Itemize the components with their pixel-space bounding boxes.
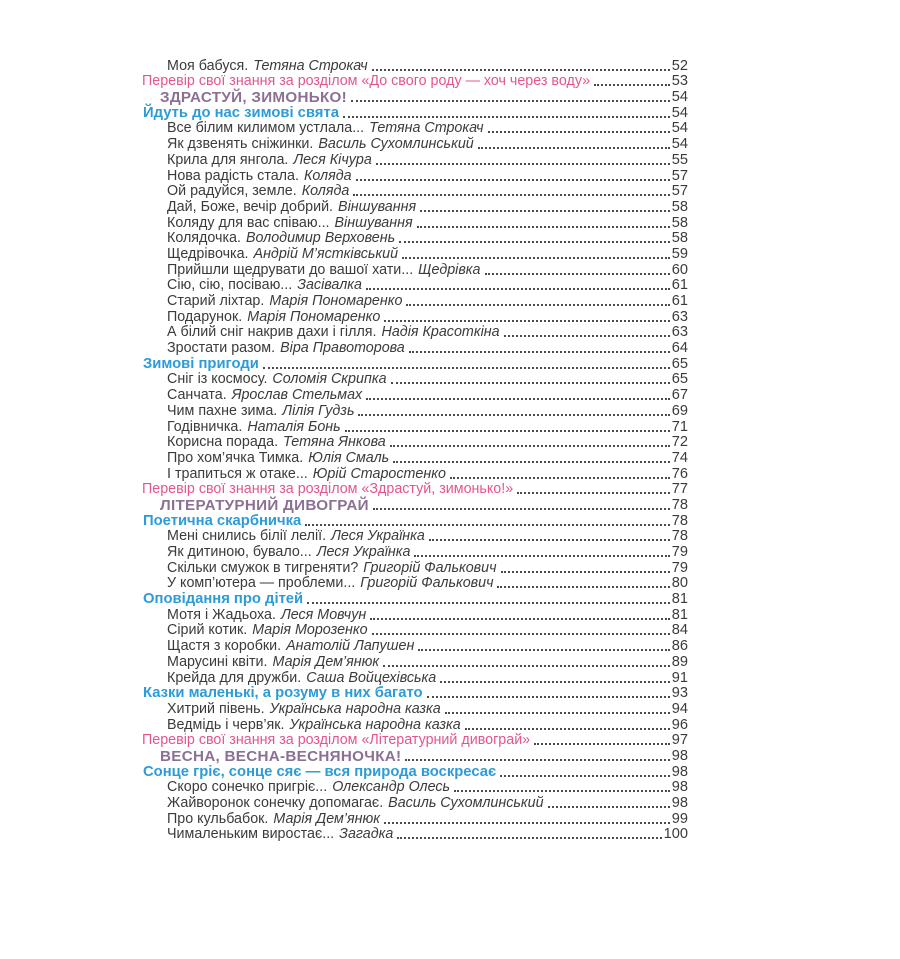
entry-title: Колядочка. — [167, 230, 241, 247]
page-number: 65 — [671, 371, 688, 388]
dotted-leader — [420, 210, 670, 212]
entry-title: Як дзвенять сніжинки. — [167, 136, 314, 153]
entry-title: Моя бабуся. — [167, 57, 249, 74]
page-number: 100 — [663, 826, 688, 843]
toc-row — [142, 121, 688, 137]
toc-row — [142, 262, 688, 278]
page-number: 80 — [671, 575, 688, 592]
dotted-leader — [366, 398, 670, 400]
entry-title: Скоро сонечко пригріє... — [167, 779, 328, 796]
toc-row — [142, 497, 688, 513]
toc-row — [142, 419, 688, 435]
dotted-leader — [548, 806, 670, 808]
entry-title: Старий ліхтар. — [167, 293, 265, 309]
page-number: 98 — [671, 747, 688, 764]
dotted-leader — [488, 131, 670, 133]
entry-author: Леся Українка — [331, 528, 425, 545]
dotted-leader — [370, 618, 670, 620]
entry-author: Соломія Скрипка — [272, 371, 387, 388]
dotted-leader — [406, 304, 669, 306]
toc-row — [142, 58, 688, 74]
toc-row — [142, 403, 688, 419]
page-number: 76 — [671, 465, 688, 482]
page-number: 61 — [671, 277, 688, 294]
dotted-leader — [417, 226, 670, 228]
dotted-leader — [343, 116, 670, 118]
entry-author: Українська народна казка — [269, 700, 441, 717]
entry-title: ЗДРАСТУЙ, ЗИМОНЬКО! — [160, 89, 348, 107]
entry-title: Мотя і Жадьоха. — [167, 606, 276, 623]
entry-title: Сію, сію, посіваю... — [167, 277, 293, 294]
page-number: 79 — [671, 544, 688, 560]
entry-author: Василь Сухомлинський — [388, 795, 544, 811]
dotted-leader — [399, 241, 670, 243]
page-number: 67 — [671, 387, 688, 404]
entry-title: Як дитиною, бувало... — [167, 544, 312, 560]
page-number: 72 — [671, 434, 688, 451]
dotted-leader — [307, 602, 670, 604]
dotted-leader — [390, 445, 670, 447]
entry-author: Тетяна Янкова — [283, 434, 386, 451]
entry-author: Наталія Бонь — [247, 418, 341, 435]
dotted-leader — [504, 335, 670, 337]
dotted-leader — [366, 288, 670, 290]
toc-row — [142, 733, 688, 749]
dotted-leader — [501, 571, 670, 573]
toc-row — [142, 654, 688, 670]
entry-title: Зростати разом. — [167, 340, 276, 357]
dotted-leader — [445, 712, 670, 714]
entry-author: Засівалка — [297, 277, 362, 294]
page-number: 86 — [671, 638, 688, 655]
page-number: 58 — [671, 214, 688, 231]
page-number: 98 — [671, 779, 688, 796]
entry-title: Про кульбабок. — [167, 810, 269, 827]
dotted-leader — [393, 461, 670, 463]
dotted-leader — [429, 539, 670, 541]
toc-row — [142, 482, 688, 498]
page-number: 77 — [671, 481, 688, 498]
dotted-leader — [305, 524, 670, 526]
toc-row — [142, 184, 688, 200]
table-of-contents — [142, 58, 688, 842]
dotted-leader — [391, 382, 670, 384]
entry-title: Дай, Боже, вечір добрий. — [167, 198, 334, 215]
dotted-leader — [384, 822, 670, 824]
entry-author: Віншування — [338, 198, 417, 215]
dotted-leader — [500, 775, 670, 777]
dotted-leader — [427, 696, 670, 698]
dotted-leader — [405, 759, 669, 761]
entry-author: Леся Мовчун — [280, 606, 367, 623]
entry-author: Володимир Верховень — [245, 230, 396, 247]
page-number: 64 — [671, 340, 688, 357]
dotted-leader — [397, 837, 661, 839]
dotted-leader — [594, 84, 670, 86]
entry-title: Крила для янгола. — [167, 151, 289, 168]
page-number: 97 — [671, 732, 688, 749]
entry-author: Коляда — [301, 183, 350, 200]
entry-author: Анатолій Лапушен — [286, 638, 415, 655]
entry-title: А білий сніг накрив дахи і гілля. — [167, 324, 377, 341]
dotted-leader — [409, 351, 670, 353]
entry-author: Андрій М’ястківський — [253, 245, 399, 262]
page-number: 58 — [671, 230, 688, 247]
page-number: 99 — [671, 810, 688, 827]
entry-title: Прийшли щедрувати до вашої хати... — [167, 261, 414, 278]
toc-row — [142, 168, 688, 184]
dotted-leader — [345, 430, 670, 432]
toc-row — [142, 764, 688, 780]
toc-row — [142, 607, 688, 623]
dotted-leader — [418, 649, 669, 651]
toc-row — [142, 670, 688, 686]
entry-title: Ой радуйся, земле. — [167, 183, 297, 200]
dotted-leader — [372, 633, 670, 635]
entry-title: Поетична скарбничка — [143, 512, 302, 529]
entry-author: Тетяна Строкач — [253, 57, 368, 74]
entry-author: Ярослав Стельмах — [231, 387, 363, 404]
toc-row — [142, 309, 688, 325]
entry-author: Марія Морозенко — [252, 622, 368, 639]
toc-row — [142, 435, 688, 451]
entry-title: Все білим килимом устлала... — [167, 120, 365, 137]
toc-row — [142, 591, 688, 607]
toc-row — [142, 623, 688, 639]
entry-title: Щастя з коробки. — [167, 638, 282, 655]
entry-title: Щедрівочка. — [167, 245, 249, 262]
toc-row — [142, 278, 688, 294]
entry-title: Чим пахне зима. — [167, 402, 278, 419]
entry-title: Йдуть до нас зимові свята — [143, 104, 339, 121]
toc-row — [142, 827, 688, 843]
entry-author: Григорій Фалькович — [363, 559, 497, 576]
entry-title: Ведмідь і черв’як. — [167, 716, 285, 733]
dotted-leader — [534, 743, 670, 745]
page-number: 63 — [671, 308, 688, 325]
page-number: 78 — [671, 512, 688, 529]
entry-title: І трапиться ж отаке... — [167, 465, 308, 482]
entry-author: Загадка — [339, 826, 394, 843]
page-number: 91 — [671, 669, 688, 686]
page-number: 98 — [671, 763, 688, 780]
entry-title: Мені снились білії лелії. — [167, 528, 327, 545]
entry-title: Нова радість стала. — [167, 167, 299, 184]
entry-title: Оповідання про дітей — [143, 591, 304, 608]
page-number: 93 — [671, 685, 688, 702]
dotted-leader — [402, 257, 670, 259]
page-number: 81 — [671, 606, 688, 623]
page-number: 52 — [671, 57, 688, 74]
page-number: 54 — [671, 89, 688, 106]
page-number: 53 — [671, 73, 688, 90]
entry-title: Перевір свої знання за розділом «Літературний дивограй» — [142, 732, 531, 749]
entry-author: Коляда — [303, 167, 352, 184]
entry-author: Василь Сухомлинський — [318, 136, 474, 153]
entry-author: Щедрівка — [418, 261, 481, 278]
page-number: 89 — [671, 653, 688, 670]
entry-author: Леся Українка — [316, 544, 411, 560]
toc-row — [142, 513, 688, 529]
dotted-leader — [517, 492, 670, 494]
toc-row — [142, 780, 688, 796]
entry-title: Зимові пригоди — [143, 355, 259, 372]
page-number: 71 — [671, 418, 688, 435]
page-number: 79 — [671, 559, 688, 576]
dotted-leader — [478, 147, 670, 149]
page-number: 94 — [671, 700, 688, 717]
dotted-leader — [450, 477, 670, 479]
toc-row — [142, 717, 688, 733]
page-number: 78 — [671, 496, 688, 513]
entry-title: Перевір свої знання за розділом «До свого роду — хоч через воду» — [142, 73, 591, 90]
toc-row — [142, 450, 688, 466]
dotted-leader — [358, 414, 669, 416]
toc-row — [142, 387, 688, 403]
dotted-leader — [353, 194, 669, 196]
toc-row — [142, 231, 688, 247]
page-number: 57 — [671, 183, 688, 200]
entry-author: Олександр Олесь — [332, 779, 451, 796]
page-number: 54 — [671, 120, 688, 137]
page-number: 69 — [671, 402, 688, 419]
toc-row — [142, 544, 688, 560]
toc-row — [142, 340, 688, 356]
dotted-leader — [373, 508, 670, 510]
entry-title: Хитрий півень. — [167, 700, 265, 717]
page-number: 74 — [671, 449, 688, 466]
toc-row — [142, 325, 688, 341]
toc-row — [142, 293, 688, 309]
entry-title: Корисна порада. — [167, 434, 279, 451]
entry-author: Віра Правоторова — [280, 340, 405, 357]
entry-title: Перевір свої знання за розділом «Здрастуй, зимонько!» — [142, 481, 514, 498]
toc-row — [142, 372, 688, 388]
entry-title: Сонце гріє, сонце сяє — вся природа воскресає — [143, 763, 497, 780]
dotted-leader — [440, 681, 670, 683]
page-number: 61 — [671, 293, 688, 309]
page-number: 81 — [671, 591, 688, 608]
dotted-leader — [263, 367, 670, 369]
toc-row — [142, 246, 688, 262]
page-number: 57 — [671, 167, 688, 184]
entry-author: Марія Пономаренко — [269, 293, 403, 309]
dotted-leader — [454, 790, 670, 792]
dotted-leader — [485, 273, 670, 275]
entry-title: Крейда для дружби. — [167, 669, 302, 686]
entry-author: Українська народна казка — [289, 716, 461, 733]
dotted-leader — [414, 555, 669, 557]
entry-title: Марусині квіти. — [167, 653, 268, 670]
entry-author: Марія Дем’янюк — [272, 653, 380, 670]
entry-title: У комп’ютера — проблеми... — [167, 575, 356, 592]
dotted-leader — [356, 179, 670, 181]
toc-row — [142, 811, 688, 827]
entry-author: Марія Дем’янюк — [273, 810, 380, 827]
dotted-leader — [465, 728, 670, 730]
dotted-leader — [351, 100, 670, 102]
toc-row — [142, 152, 688, 168]
toc-row — [142, 529, 688, 545]
page-number: 59 — [671, 245, 688, 262]
dotted-leader — [372, 69, 670, 71]
entry-title: Коляду для вас співаю... — [167, 214, 330, 231]
entry-title: Про хом’ячка Тимка. — [167, 449, 304, 466]
dotted-leader — [384, 320, 669, 322]
entry-title: ВЕСНА, ВЕСНА-ВЕСНЯНОЧКА! — [160, 747, 402, 765]
entry-title: Сірий котик. — [167, 622, 248, 639]
page-number: 63 — [671, 324, 688, 341]
dotted-leader — [383, 665, 670, 667]
dotted-leader — [497, 586, 669, 588]
toc-row — [142, 748, 688, 764]
entry-title: Годівничка. — [167, 418, 243, 435]
toc-row — [142, 74, 688, 90]
toc-row — [142, 215, 688, 231]
entry-author: Марія Пономаренко — [247, 308, 381, 325]
entry-title: Скільки смужок в тигреняти? — [167, 559, 359, 576]
page-number: 65 — [671, 355, 688, 372]
entry-author: Тетяна Строкач — [369, 120, 484, 137]
entry-title: Казки маленькі, а розуму в них багато — [143, 685, 423, 702]
entry-author: Григорій Фалькович — [360, 575, 494, 592]
toc-row — [142, 795, 688, 811]
toc-row — [142, 199, 688, 215]
entry-title: Чималеньким виростає... — [167, 826, 335, 843]
toc-row — [142, 466, 688, 482]
page-number: 96 — [671, 716, 688, 733]
entry-title: Жайворонок сонечку допомагає. — [167, 795, 384, 811]
entry-title: Подарунок. — [167, 308, 243, 325]
entry-title: ЛІТЕРАТУРНИЙ ДИВОГРАЙ — [160, 496, 369, 514]
toc-row — [142, 356, 688, 372]
page-number: 98 — [671, 795, 688, 811]
page-number: 55 — [671, 151, 688, 168]
page-number: 84 — [671, 622, 688, 639]
entry-author: Віншування — [334, 214, 413, 231]
page-number: 58 — [671, 198, 688, 215]
entry-author: Юрій Старостенко — [312, 465, 446, 482]
toc-row — [142, 560, 688, 576]
entry-title: Санчата. — [167, 387, 227, 404]
entry-title: Сніг із космосу. — [167, 371, 268, 388]
toc-row — [142, 701, 688, 717]
toc-row — [142, 576, 688, 592]
toc-row — [142, 105, 688, 121]
entry-author: Надія Красоткіна — [381, 324, 500, 341]
entry-author: Юлія Смаль — [308, 449, 390, 466]
page-number: 54 — [671, 104, 688, 121]
toc-row — [142, 686, 688, 702]
entry-author: Саша Войцехівська — [306, 669, 437, 686]
toc-row — [142, 638, 688, 654]
entry-author: Лілія Гудзь — [282, 402, 355, 419]
page-number: 54 — [671, 136, 688, 153]
page-number: 60 — [671, 261, 688, 278]
page-number: 78 — [671, 528, 688, 545]
dotted-leader — [376, 163, 670, 165]
toc-row — [142, 136, 688, 152]
toc-row — [142, 89, 688, 105]
entry-author: Леся Кічура — [293, 151, 372, 168]
